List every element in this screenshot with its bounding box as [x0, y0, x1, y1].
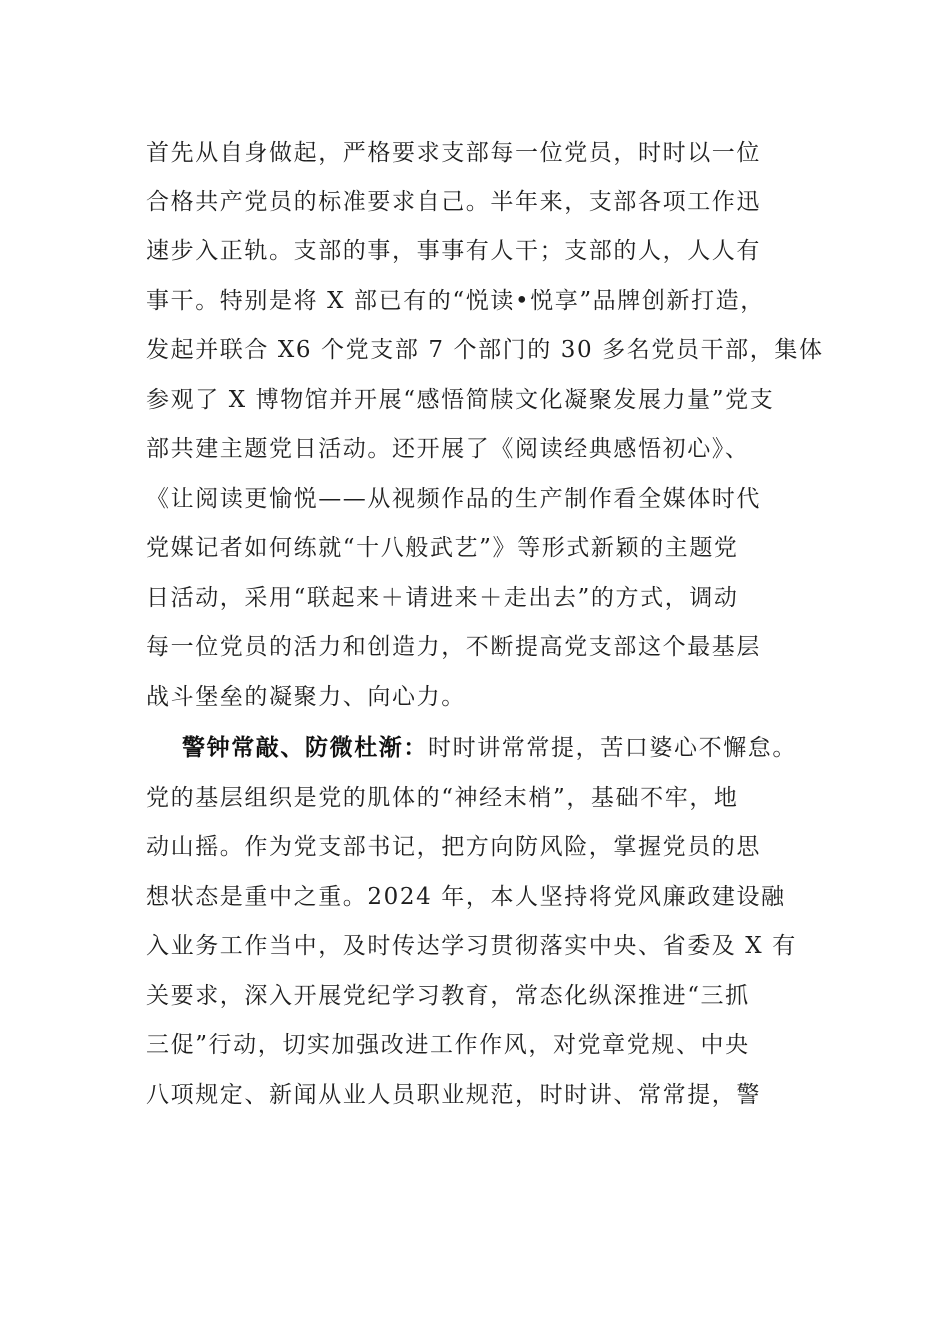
paragraph-2-line: 想状态是重中之重。2024 年，本人坚持将党风廉政建设融: [146, 884, 786, 910]
section-heading: 警钟常敲、防微杜渐：: [182, 735, 428, 761]
paragraph-2-line: 三促”行动，切实加强改进工作作风，对党章党规、中央: [146, 1032, 750, 1058]
paragraph-1-line: 部共建主题党日活动。还开展了《阅读经典感悟初心》、: [146, 436, 750, 462]
section-heading-continuation: 时时讲常常提，苦口婆心不懈怠。: [428, 735, 797, 761]
paragraph-2-line: 党的基层组织是党的肌体的“神经末梢”，基础不牢，地: [146, 785, 739, 811]
paragraph-1-line: 发起并联合 X6 个党支部 7 个部门的 30 多名党员干部，集体: [146, 337, 824, 363]
paragraph-1-line: 参观了 X 博物馆并开展“感悟简牍文化凝聚发展力量”党支: [146, 387, 775, 413]
paragraph-2-line: 动山摇。作为党支部书记，把方向防风险，掌握党员的思: [146, 834, 761, 860]
paragraph-1-line: 每一位党员的活力和创造力，不断提高党支部这个最基层: [146, 634, 761, 660]
paragraph-2-line: 八项规定、新闻从业人员职业规范，时时讲、常常提，警: [146, 1082, 761, 1108]
paragraph-1-line: 党媒记者如何练就“十八般武艺”》等形式新颖的主题党: [146, 535, 739, 561]
paragraph-1-line: 战斗堡垒的凝聚力、向心力。: [146, 684, 466, 710]
paragraph-1-line: 事干。特别是将 X 部已有的“悦读•悦享”品牌创新打造，: [146, 288, 765, 314]
paragraph-2-first-line: [182, 733, 902, 763]
paragraph-2-line: 关要求，深入开展党纪学习教育，常态化纵深推进“三抓: [146, 983, 750, 1009]
paragraph-1-line: 速步入正轨。支部的事，事事有人干；支部的人，人人有: [146, 238, 761, 264]
paragraph-1-line: 合格共产党员的标准要求自己。半年来，支部各项工作迅: [146, 189, 761, 215]
paragraph-1-line: 《让阅读更愉悦——从视频作品的生产制作看全媒体时代: [146, 486, 761, 512]
paragraph-1-line: 日活动，采用“联起来＋请进来＋走出去”的方式，调动: [146, 585, 739, 611]
paragraph-2-line: 入业务工作当中，及时传达学习贯彻落实中央、省委及 X 有: [146, 933, 797, 959]
paragraph-1-line: 首先从自身做起，严格要求支部每一位党员，时时以一位: [146, 140, 761, 166]
